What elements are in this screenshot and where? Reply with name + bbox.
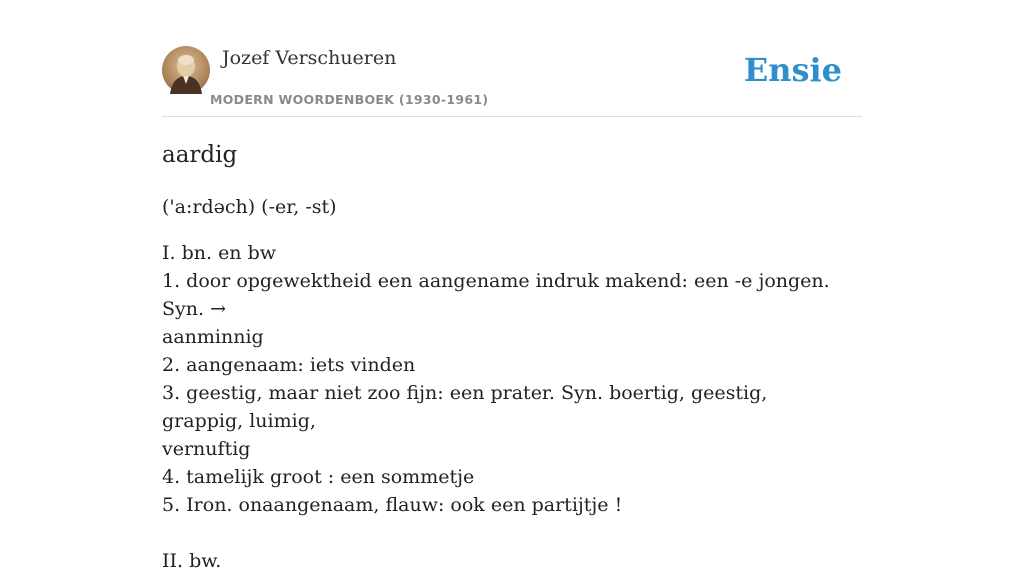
source-title[interactable]: MODERN WOORDENBOEK (1930-1961) [210, 92, 489, 107]
page-content [162, 0, 862, 572]
sense-5: 5. Iron. onaangenaam, flauw: ook een partijtje ! [162, 494, 623, 516]
ensie-logo[interactable]: Ensie [743, 51, 842, 89]
sense-1-line-2: aanminnig [162, 326, 264, 348]
portrait-photo-icon [162, 46, 210, 94]
section-spacer [162, 519, 852, 547]
author-name[interactable]: Jozef Verschueren [222, 47, 397, 69]
sense-3-line-2: vernuftig [162, 438, 251, 460]
section-heading-1: I. bn. en bw [162, 242, 277, 264]
entry-headword: aardig [162, 142, 238, 168]
entry-pronunciation: ('a:rdəch) (-er, -st) [162, 196, 337, 218]
sense-2: 2. aangenaam: iets vinden [162, 354, 416, 376]
sense-3-line-1: 3. geestig, maar niet zoo fijn: een prater. Syn. boertig, geestig, grappig, luimig, [162, 382, 768, 432]
author-avatar[interactable] [162, 46, 210, 94]
sense-4: 4. tamelijk groot : een sommetje [162, 466, 475, 488]
section-heading-2: II. bw. [162, 550, 222, 572]
entry-header [162, 46, 862, 117]
sense-1-line-1: 1. door opgewektheid een aangename indruk makend: een -e jongen. Syn. → [162, 270, 830, 320]
entry-definition [162, 239, 852, 575]
